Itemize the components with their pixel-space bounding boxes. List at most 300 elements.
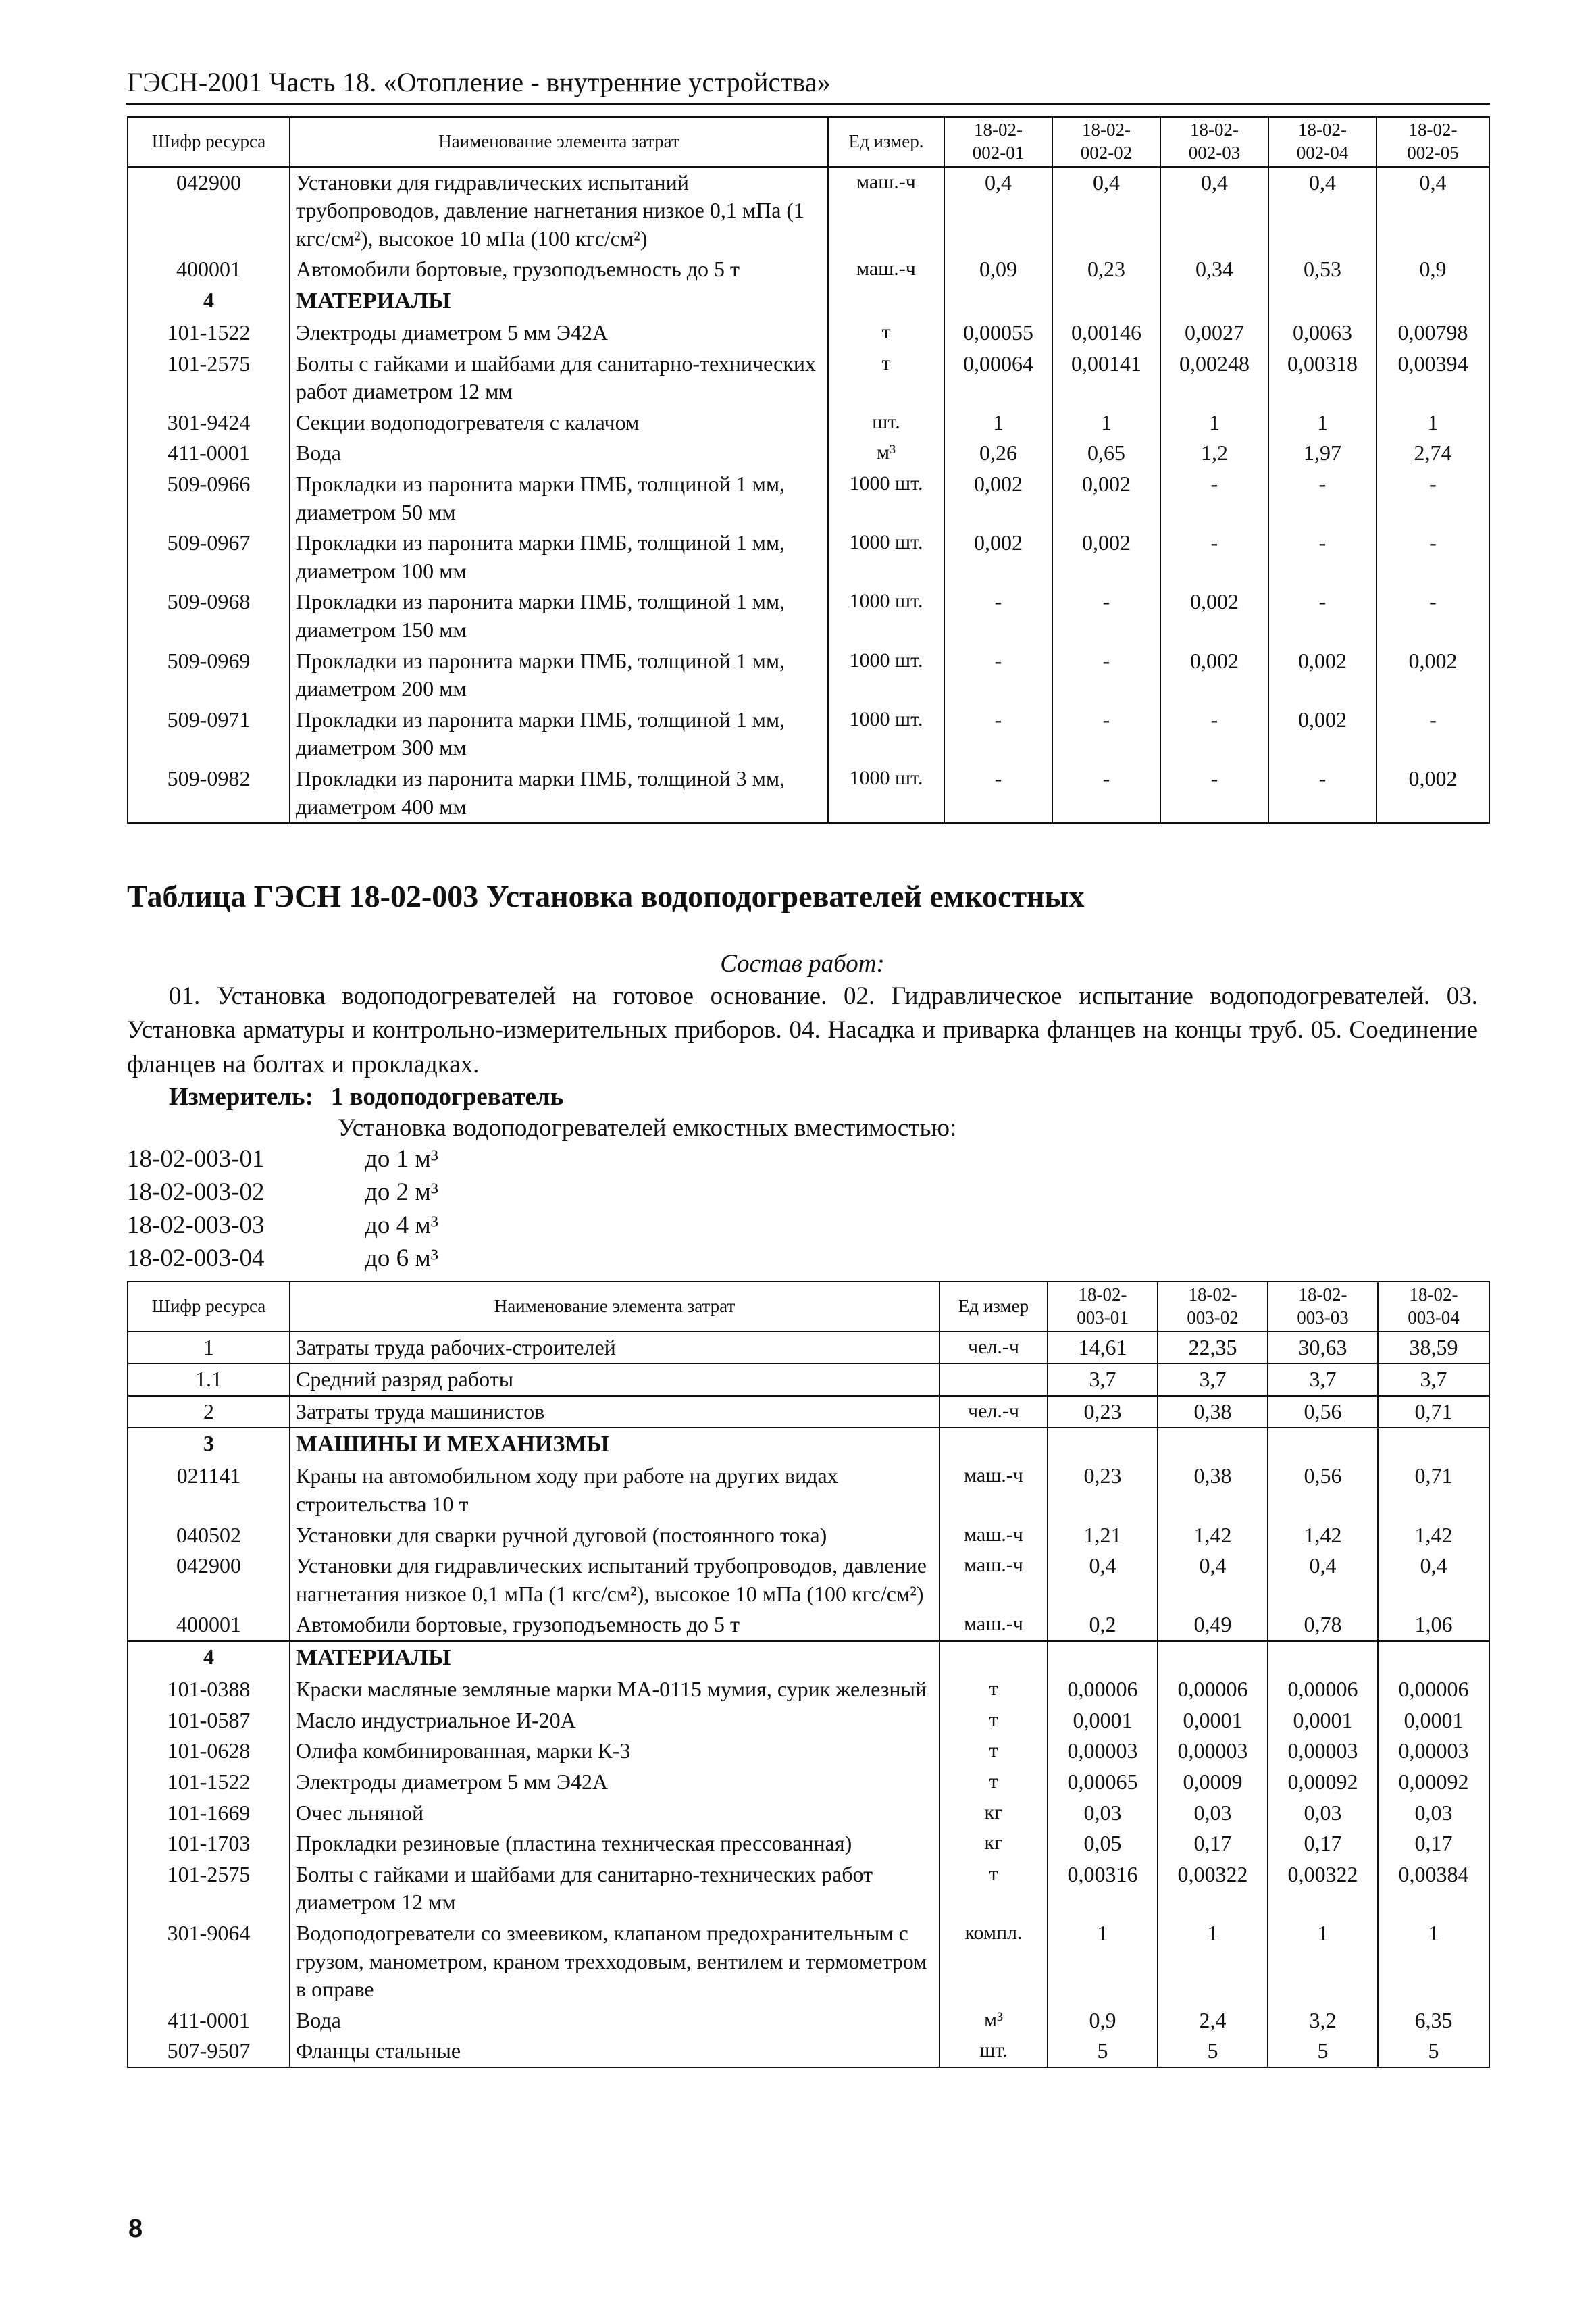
resource-name: МАШИНЫ И МЕХАНИЗМЫ bbox=[290, 1428, 939, 1461]
value-cell: 0,00146 bbox=[1052, 318, 1160, 349]
resource-name: Вода bbox=[290, 2005, 939, 2036]
page-number: 8 bbox=[128, 2215, 143, 2243]
variant-item bbox=[127, 1209, 438, 1242]
value-cell: 0,002 bbox=[1376, 646, 1489, 705]
value-cell: 0,4 bbox=[1268, 1551, 1378, 1609]
value-cell bbox=[1052, 285, 1160, 318]
value-cell: - bbox=[944, 646, 1052, 705]
value-cell: 5 bbox=[1158, 2036, 1268, 2067]
resource-name: Болты с гайками и шайбами для санитарно-технических работ диаметром 12 мм bbox=[290, 349, 828, 407]
column-header-unit: Ед измер bbox=[939, 1282, 1048, 1332]
variant-list bbox=[127, 1143, 438, 1276]
value-cell: 0,00322 bbox=[1158, 1859, 1268, 1918]
variants-intro: Установка водоподогревателей емкостных вместимостью: bbox=[338, 1114, 957, 1142]
resource-name: Автомобили бортовые, грузоподъемность до 5 т bbox=[290, 254, 828, 285]
value-cell: 0,00384 bbox=[1378, 1859, 1489, 1918]
resource-code: 101-2575 bbox=[128, 349, 290, 407]
unit-cell bbox=[939, 1428, 1048, 1461]
value-cell: 1 bbox=[944, 407, 1052, 438]
value-cell bbox=[1268, 1641, 1378, 1674]
table-row bbox=[128, 438, 1489, 469]
resource-name: Средний разряд работы bbox=[290, 1363, 939, 1396]
value-cell: 0,00006 bbox=[1268, 1674, 1378, 1705]
resource-code: 101-1522 bbox=[128, 318, 290, 349]
unit-cell: т bbox=[939, 1674, 1048, 1705]
value-cell: 0,00003 bbox=[1158, 1736, 1268, 1767]
value-cell bbox=[1376, 285, 1489, 318]
table-row bbox=[128, 1918, 1489, 2005]
value-cell: 0,03 bbox=[1268, 1798, 1378, 1829]
resource-code: 1.1 bbox=[128, 1363, 290, 1396]
resource-name: Прокладки из паронита марки ПМБ, толщиной 3 мм, диаметром 400 мм bbox=[290, 763, 828, 823]
resource-name: Вода bbox=[290, 438, 828, 469]
value-cell: 0,002 bbox=[944, 528, 1052, 586]
value-cell: 0,00394 bbox=[1376, 349, 1489, 407]
value-cell: 0,00006 bbox=[1158, 1674, 1268, 1705]
resource-table-18-02-003 bbox=[127, 1281, 1490, 2068]
resource-code: 101-0587 bbox=[128, 1705, 290, 1736]
resource-code: 040502 bbox=[128, 1520, 290, 1551]
measurer-line bbox=[169, 1082, 563, 1111]
value-cell: 1 bbox=[1376, 407, 1489, 438]
resource-code: 042900 bbox=[128, 167, 290, 255]
value-cell: - bbox=[944, 586, 1052, 645]
column-header-code: Шифр ресурса bbox=[128, 1282, 290, 1332]
resource-name: Очес льняной bbox=[290, 1798, 939, 1829]
resource-name: Электроды диаметром 5 мм Э42А bbox=[290, 1767, 939, 1798]
unit-cell: м³ bbox=[828, 438, 944, 469]
value-cell: 0,4 bbox=[1048, 1551, 1158, 1609]
resource-code: 400001 bbox=[128, 1609, 290, 1641]
variant-item bbox=[127, 1242, 438, 1276]
column-header-unit: Ед измер. bbox=[828, 117, 944, 167]
resource-code: 509-0969 bbox=[128, 646, 290, 705]
resource-name: Прокладки из паронита марки ПМБ, толщиной 1 мм, диаметром 300 мм bbox=[290, 705, 828, 763]
unit-cell: т bbox=[939, 1767, 1048, 1798]
value-cell: 6,35 bbox=[1378, 2005, 1489, 2036]
value-cell: 1 bbox=[1268, 407, 1376, 438]
unit-cell: маш.-ч bbox=[939, 1520, 1048, 1551]
value-cell: 0,0063 bbox=[1268, 318, 1376, 349]
value-cell: 0,9 bbox=[1048, 2005, 1158, 2036]
column-header-variant: 18-02- 003-04 bbox=[1378, 1282, 1489, 1332]
variant-code: 18-02-003-02 bbox=[127, 1178, 265, 1206]
resource-table-18-02-002 bbox=[127, 116, 1490, 824]
value-cell: 0,03 bbox=[1158, 1798, 1268, 1829]
unit-cell: маш.-ч bbox=[828, 167, 944, 255]
value-cell: 0,23 bbox=[1048, 1396, 1158, 1428]
table-row bbox=[128, 1767, 1489, 1798]
value-cell: - bbox=[1052, 705, 1160, 763]
column-header-variant: 18-02- 002-01 bbox=[944, 117, 1052, 167]
value-cell: - bbox=[1052, 586, 1160, 645]
value-cell: 0,00141 bbox=[1052, 349, 1160, 407]
value-cell: 0,34 bbox=[1160, 254, 1268, 285]
unit-cell: чел.-ч bbox=[939, 1332, 1048, 1364]
resource-code: 509-0982 bbox=[128, 763, 290, 823]
unit-cell: кг bbox=[939, 1798, 1048, 1829]
value-cell: 0,71 bbox=[1378, 1461, 1489, 1519]
value-cell: 0,09 bbox=[944, 254, 1052, 285]
resource-name: Затраты труда машинистов bbox=[290, 1396, 939, 1428]
unit-cell: шт. bbox=[828, 407, 944, 438]
unit-cell bbox=[828, 285, 944, 318]
resource-name: Прокладки из паронита марки ПМБ, толщиной 1 мм, диаметром 150 мм bbox=[290, 586, 828, 645]
table-row bbox=[128, 1551, 1489, 1609]
table-row bbox=[128, 1828, 1489, 1859]
value-cell: 3,7 bbox=[1048, 1363, 1158, 1396]
value-cell: 3,7 bbox=[1268, 1363, 1378, 1396]
column-header-variant: 18-02- 002-03 bbox=[1160, 117, 1268, 167]
value-cell: 3,2 bbox=[1268, 2005, 1378, 2036]
variant-item bbox=[127, 1143, 438, 1176]
table-row bbox=[128, 349, 1489, 407]
value-cell: - bbox=[1268, 763, 1376, 823]
variant-desc: до 2 м³ bbox=[365, 1178, 438, 1206]
resource-name: Прокладки из паронита марки ПМБ, толщиной 1 мм, диаметром 200 мм bbox=[290, 646, 828, 705]
value-cell: 0,00798 bbox=[1376, 318, 1489, 349]
value-cell: 0,4 bbox=[1160, 167, 1268, 255]
table-row bbox=[128, 1674, 1489, 1705]
table-row bbox=[128, 1396, 1489, 1428]
unit-cell: т bbox=[939, 1859, 1048, 1918]
unit-cell: шт. bbox=[939, 2036, 1048, 2067]
value-cell: 0,2 bbox=[1048, 1609, 1158, 1641]
table-row bbox=[128, 1736, 1489, 1767]
unit-cell bbox=[939, 1641, 1048, 1674]
value-cell: 0,00065 bbox=[1048, 1767, 1158, 1798]
resource-code: 101-1522 bbox=[128, 1767, 290, 1798]
value-cell: 0,0001 bbox=[1268, 1705, 1378, 1736]
value-cell: 0,00318 bbox=[1268, 349, 1376, 407]
resource-name: МАТЕРИАЛЫ bbox=[290, 1641, 939, 1674]
value-cell: 2,74 bbox=[1376, 438, 1489, 469]
value-cell: 1 bbox=[1268, 1918, 1378, 2005]
value-cell: 5 bbox=[1268, 2036, 1378, 2067]
value-cell: 3,7 bbox=[1378, 1363, 1489, 1396]
value-cell: - bbox=[1376, 528, 1489, 586]
value-cell: - bbox=[1376, 586, 1489, 645]
value-cell: 2,4 bbox=[1158, 2005, 1268, 2036]
value-cell: 0,00092 bbox=[1378, 1767, 1489, 1798]
resource-code: 509-0971 bbox=[128, 705, 290, 763]
value-cell: 0,002 bbox=[1052, 469, 1160, 528]
unit-cell: т bbox=[939, 1705, 1048, 1736]
value-cell: - bbox=[1052, 646, 1160, 705]
column-header-variant: 18-02- 002-02 bbox=[1052, 117, 1160, 167]
resource-code: 101-2575 bbox=[128, 1859, 290, 1918]
value-cell: 0,4 bbox=[1378, 1551, 1489, 1609]
value-cell: 0,4 bbox=[1052, 167, 1160, 255]
resource-name: Краны на автомобильном ходу при работе на других видах строительства 10 т bbox=[290, 1461, 939, 1519]
value-cell bbox=[1048, 1428, 1158, 1461]
column-header-variant: 18-02- 003-02 bbox=[1158, 1282, 1268, 1332]
value-cell: 0,0027 bbox=[1160, 318, 1268, 349]
value-cell: 0,4 bbox=[944, 167, 1052, 255]
table-row bbox=[128, 469, 1489, 528]
resource-name: Фланцы стальные bbox=[290, 2036, 939, 2067]
table-row bbox=[128, 763, 1489, 823]
value-cell: 0,0001 bbox=[1048, 1705, 1158, 1736]
value-cell bbox=[1268, 1428, 1378, 1461]
value-cell bbox=[1378, 1641, 1489, 1674]
resource-code: 507-9507 bbox=[128, 2036, 290, 2067]
table-row bbox=[128, 318, 1489, 349]
column-header-variant: 18-02- 002-05 bbox=[1376, 117, 1489, 167]
value-cell bbox=[1378, 1428, 1489, 1461]
value-cell: 0,4 bbox=[1268, 167, 1376, 255]
value-cell: 0,00092 bbox=[1268, 1767, 1378, 1798]
value-cell: 0,00248 bbox=[1160, 349, 1268, 407]
resource-name: Автомобили бортовые, грузоподъемность до 5 т bbox=[290, 1609, 939, 1641]
resource-name: Масло индустриальное И-20А bbox=[290, 1705, 939, 1736]
value-cell bbox=[1268, 285, 1376, 318]
value-cell: 0,38 bbox=[1158, 1396, 1268, 1428]
resource-name: Затраты труда рабочих-строителей bbox=[290, 1332, 939, 1364]
resource-code: 301-9424 bbox=[128, 407, 290, 438]
table-title: Таблица ГЭСН 18-02-003 Установка водоподогревателей емкостных bbox=[127, 879, 1085, 913]
table-header-row bbox=[128, 1282, 1489, 1332]
table-row bbox=[128, 407, 1489, 438]
table-row bbox=[128, 1461, 1489, 1519]
works-heading: Состав работ: bbox=[720, 950, 885, 978]
table-row bbox=[128, 705, 1489, 763]
value-cell: 22,35 bbox=[1158, 1332, 1268, 1364]
value-cell: 1,2 bbox=[1160, 438, 1268, 469]
resource-name: Олифа комбинированная, марки К-3 bbox=[290, 1736, 939, 1767]
resource-code: 101-1669 bbox=[128, 1798, 290, 1829]
value-cell: 0,4 bbox=[1158, 1551, 1268, 1609]
resource-code: 021141 bbox=[128, 1461, 290, 1519]
column-header-variant: 18-02- 003-01 bbox=[1048, 1282, 1158, 1332]
resource-code: 101-0388 bbox=[128, 1674, 290, 1705]
value-cell: 1 bbox=[1052, 407, 1160, 438]
value-cell: 0,002 bbox=[1376, 763, 1489, 823]
value-cell: 0,49 bbox=[1158, 1609, 1268, 1641]
variant-code: 18-02-003-01 bbox=[127, 1145, 265, 1173]
value-cell: 1,06 bbox=[1378, 1609, 1489, 1641]
value-cell: 0,9 bbox=[1376, 254, 1489, 285]
value-cell: 0,03 bbox=[1378, 1798, 1489, 1829]
value-cell: 0,002 bbox=[1160, 646, 1268, 705]
unit-cell: 1000 шт. bbox=[828, 528, 944, 586]
value-cell: 1 bbox=[1378, 1918, 1489, 2005]
table-row bbox=[128, 1705, 1489, 1736]
resource-code: 411-0001 bbox=[128, 2005, 290, 2036]
resource-code: 400001 bbox=[128, 254, 290, 285]
unit-cell: т bbox=[828, 349, 944, 407]
resource-code: 301-9064 bbox=[128, 1918, 290, 2005]
value-cell: 0,56 bbox=[1268, 1461, 1378, 1519]
resource-name: Установки для гидравлических испытаний трубопроводов, давление нагнетания низкое 0,1 мПа (1 кгс/см²), высокое 10 мПа (100 кгс/см²) bbox=[290, 1551, 939, 1609]
table-row bbox=[128, 1609, 1489, 1641]
value-cell: 1,97 bbox=[1268, 438, 1376, 469]
unit-cell: маш.-ч bbox=[939, 1609, 1048, 1641]
value-cell: 3,7 bbox=[1158, 1363, 1268, 1396]
value-cell: 0,56 bbox=[1268, 1396, 1378, 1428]
value-cell: 0,00006 bbox=[1378, 1674, 1489, 1705]
table-row bbox=[128, 1520, 1489, 1551]
value-cell: 0,71 bbox=[1378, 1396, 1489, 1428]
value-cell: 1,42 bbox=[1268, 1520, 1378, 1551]
value-cell: - bbox=[1052, 763, 1160, 823]
value-cell: 1,42 bbox=[1158, 1520, 1268, 1551]
column-header-variant: 18-02- 002-04 bbox=[1268, 117, 1376, 167]
resource-name: Водоподогреватели со змеевиком, клапаном предохранительным с грузом, манометром, краном трехходовым, вентилем и термометром в оправе bbox=[290, 1918, 939, 2005]
value-cell: - bbox=[1160, 705, 1268, 763]
resource-code: 101-0628 bbox=[128, 1736, 290, 1767]
table-section-row bbox=[128, 1641, 1489, 1674]
value-cell: 0,0001 bbox=[1378, 1705, 1489, 1736]
value-cell: 38,59 bbox=[1378, 1332, 1489, 1364]
table-row bbox=[128, 1332, 1489, 1364]
table-section-row bbox=[128, 285, 1489, 318]
table-row bbox=[128, 2036, 1489, 2067]
header-rule bbox=[126, 103, 1490, 105]
unit-cell: т bbox=[828, 318, 944, 349]
unit-cell: чел.-ч bbox=[939, 1396, 1048, 1428]
value-cell bbox=[1048, 1641, 1158, 1674]
variant-desc: до 1 м³ bbox=[365, 1145, 438, 1173]
value-cell: - bbox=[1268, 528, 1376, 586]
value-cell: 0,17 bbox=[1268, 1828, 1378, 1859]
column-header-name: Наименование элемента затрат bbox=[290, 1282, 939, 1332]
table-row bbox=[128, 528, 1489, 586]
value-cell: - bbox=[944, 705, 1052, 763]
unit-cell: маш.-ч bbox=[828, 254, 944, 285]
value-cell: 1 bbox=[1160, 407, 1268, 438]
column-header-name: Наименование элемента затрат bbox=[290, 117, 828, 167]
value-cell: 0,17 bbox=[1378, 1828, 1489, 1859]
running-header: ГЭСН-2001 Часть 18. «Отопление - внутренние устройства» bbox=[127, 67, 831, 97]
variant-item bbox=[127, 1176, 438, 1209]
measurer-label: Измеритель: bbox=[169, 1083, 313, 1111]
value-cell bbox=[944, 285, 1052, 318]
value-cell: 30,63 bbox=[1268, 1332, 1378, 1364]
value-cell: 0,00064 bbox=[944, 349, 1052, 407]
table-header-row bbox=[128, 117, 1489, 167]
resource-name: Установки для гидравлических испытаний трубопроводов, давление нагнетания низкое 0,1 мПа (1 кгс/см²), высокое 10 мПа (100 кгс/см²) bbox=[290, 167, 828, 255]
column-header-code: Шифр ресурса bbox=[128, 117, 290, 167]
resource-name: Болты с гайками и шайбами для санитарно-технических работ диаметром 12 мм bbox=[290, 1859, 939, 1918]
unit-cell: компл. bbox=[939, 1918, 1048, 2005]
value-cell: 0,002 bbox=[1268, 705, 1376, 763]
resource-code: 509-0968 bbox=[128, 586, 290, 645]
unit-cell: маш.-ч bbox=[939, 1461, 1048, 1519]
value-cell: 1 bbox=[1158, 1918, 1268, 2005]
unit-cell bbox=[939, 1363, 1048, 1396]
value-cell: 0,65 bbox=[1052, 438, 1160, 469]
unit-cell: 1000 шт. bbox=[828, 646, 944, 705]
resource-name: Электроды диаметром 5 мм Э42А bbox=[290, 318, 828, 349]
value-cell: - bbox=[1268, 586, 1376, 645]
value-cell: 0,00322 bbox=[1268, 1859, 1378, 1918]
value-cell bbox=[1158, 1428, 1268, 1461]
value-cell: 0,002 bbox=[1052, 528, 1160, 586]
table-row bbox=[128, 1859, 1489, 1918]
value-cell: 0,00006 bbox=[1048, 1674, 1158, 1705]
variant-desc: до 6 м³ bbox=[365, 1244, 438, 1272]
column-header-variant: 18-02- 003-03 bbox=[1268, 1282, 1378, 1332]
value-cell: 5 bbox=[1378, 2036, 1489, 2067]
resource-code: 411-0001 bbox=[128, 438, 290, 469]
unit-cell: 1000 шт. bbox=[828, 586, 944, 645]
resource-code: 509-0966 bbox=[128, 469, 290, 528]
unit-cell: кг bbox=[939, 1828, 1048, 1859]
resource-name: МАТЕРИАЛЫ bbox=[290, 285, 828, 318]
value-cell: 0,17 bbox=[1158, 1828, 1268, 1859]
value-cell: 0,23 bbox=[1048, 1461, 1158, 1519]
resource-code: 1 bbox=[128, 1332, 290, 1364]
unit-cell: 1000 шт. bbox=[828, 469, 944, 528]
table-row bbox=[128, 254, 1489, 285]
table-row bbox=[128, 1363, 1489, 1396]
resource-name: Прокладки из паронита марки ПМБ, толщиной 1 мм, диаметром 100 мм bbox=[290, 528, 828, 586]
table-section-row bbox=[128, 1428, 1489, 1461]
value-cell: 1 bbox=[1048, 1918, 1158, 2005]
resource-name: Прокладки из паронита марки ПМБ, толщиной 1 мм, диаметром 50 мм bbox=[290, 469, 828, 528]
value-cell: 0,00003 bbox=[1268, 1736, 1378, 1767]
value-cell: - bbox=[1376, 469, 1489, 528]
unit-cell: 1000 шт. bbox=[828, 763, 944, 823]
variant-code: 18-02-003-04 bbox=[127, 1244, 265, 1272]
value-cell: 0,38 bbox=[1158, 1461, 1268, 1519]
value-cell: - bbox=[1160, 469, 1268, 528]
value-cell: - bbox=[944, 763, 1052, 823]
resource-code: 4 bbox=[128, 285, 290, 318]
unit-cell: м³ bbox=[939, 2005, 1048, 2036]
works-description: 01. Установка водоподогревателей на готовое основание. 02. Гидравлическое испытание водоподогревателей. 03. Установка арматуры и контрольно-измерительных приборов. 04. Насадка и приварка фланцев на концы труб. 05. Соединение фланцев на болтах и прокладках. bbox=[127, 982, 1478, 1078]
unit-cell: т bbox=[939, 1736, 1048, 1767]
value-cell: 0,002 bbox=[1160, 586, 1268, 645]
resource-code: 101-1703 bbox=[128, 1828, 290, 1859]
value-cell: - bbox=[1160, 763, 1268, 823]
value-cell: - bbox=[1268, 469, 1376, 528]
value-cell: 0,00003 bbox=[1378, 1736, 1489, 1767]
resource-name: Секции водоподогревателя с калачом bbox=[290, 407, 828, 438]
value-cell: 0,0009 bbox=[1158, 1767, 1268, 1798]
value-cell bbox=[1160, 285, 1268, 318]
resource-name: Прокладки резиновые (пластина техническая прессованная) bbox=[290, 1828, 939, 1859]
value-cell: 0,00055 bbox=[944, 318, 1052, 349]
resource-code: 2 bbox=[128, 1396, 290, 1428]
value-cell: 0,002 bbox=[1268, 646, 1376, 705]
value-cell: - bbox=[1160, 528, 1268, 586]
value-cell: 5 bbox=[1048, 2036, 1158, 2067]
value-cell: 1,42 bbox=[1378, 1520, 1489, 1551]
value-cell: 0,002 bbox=[944, 469, 1052, 528]
value-cell: 1,21 bbox=[1048, 1520, 1158, 1551]
unit-cell: маш.-ч bbox=[939, 1551, 1048, 1609]
resource-code: 509-0967 bbox=[128, 528, 290, 586]
value-cell: 0,0001 bbox=[1158, 1705, 1268, 1736]
table-row bbox=[128, 646, 1489, 705]
value-cell bbox=[1158, 1641, 1268, 1674]
resource-name: Установки для сварки ручной дуговой (постоянного тока) bbox=[290, 1520, 939, 1551]
value-cell: 0,4 bbox=[1376, 167, 1489, 255]
table-row bbox=[128, 2005, 1489, 2036]
resource-name: Краски масляные земляные марки МА-0115 мумия, сурик железный bbox=[290, 1674, 939, 1705]
table-row bbox=[128, 586, 1489, 645]
value-cell: - bbox=[1376, 705, 1489, 763]
value-cell: 14,61 bbox=[1048, 1332, 1158, 1364]
value-cell: 0,78 bbox=[1268, 1609, 1378, 1641]
table-row bbox=[128, 167, 1489, 255]
value-cell: 0,03 bbox=[1048, 1798, 1158, 1829]
value-cell: 0,23 bbox=[1052, 254, 1160, 285]
resource-code: 3 bbox=[128, 1428, 290, 1461]
value-cell: 0,05 bbox=[1048, 1828, 1158, 1859]
